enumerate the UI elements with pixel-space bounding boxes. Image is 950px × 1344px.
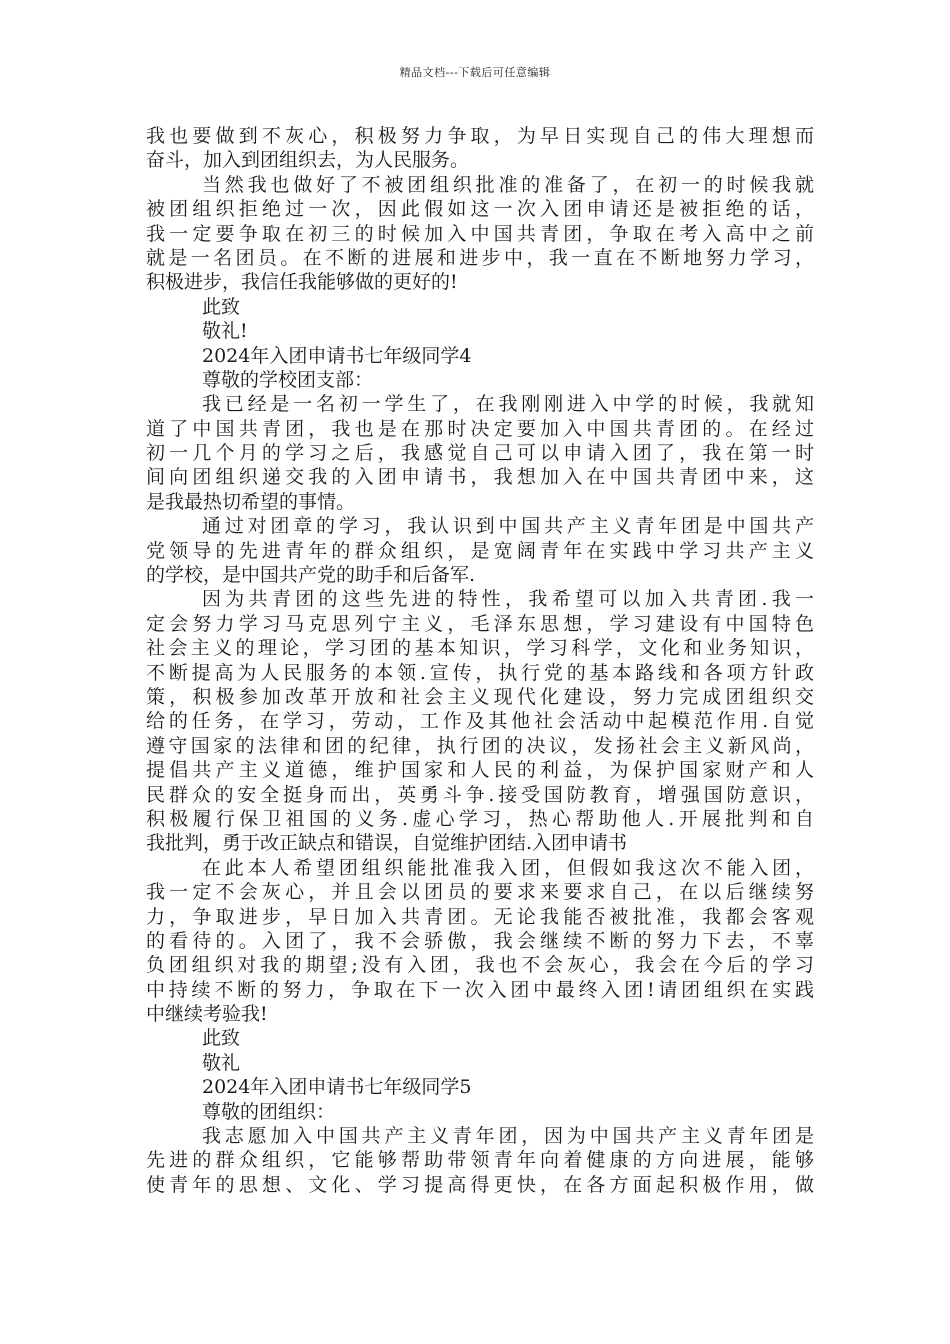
- text-line: 敬礼!: [202, 320, 248, 343]
- text-line: 此致: [202, 1027, 241, 1050]
- text-line: 民群众的安全挺身而出，英勇斗争.接受国防教育，增强国防意识，: [146, 783, 814, 806]
- text-line: 提倡共产主义道德，维护国家和人民的利益，为保护国家财产和人: [146, 759, 814, 782]
- text-line: 给的任务，在学习，劳动，工作及其他社会活动中起模范作用.自觉: [146, 710, 814, 733]
- text-line: 被团组织拒绝过一次，因此假如这一次入团申请还是被拒绝的话，: [146, 198, 814, 221]
- text-line: 尊敬的团组织：: [202, 1100, 336, 1123]
- text-line: 初一几个月的学习之后，我感觉自己可以申请入团了，我在第一时: [146, 442, 814, 465]
- text-line: 我也要做到不灰心，积极努力争取，为早日实现自己的伟大理想而: [146, 125, 814, 147]
- text-line: 的学校，是中国共产党的助手和后备军.: [146, 564, 476, 587]
- text-line: 不断提高为人民服务的本领.宣传，执行党的基本路线和各项方针政: [146, 661, 814, 684]
- text-line: 敬礼: [202, 1051, 241, 1074]
- text-line: 是我最热切希望的事情。: [146, 490, 356, 513]
- text-line: 我志愿加入中国共产主义青年团，因为中国共产主义青年团是: [202, 1125, 814, 1148]
- text-line: 道了中国共青团，我也是在那时决定要加入中国共青团的。在经过: [146, 417, 814, 440]
- text-line: 此致: [202, 295, 241, 318]
- text-line: 因为共青团的这些先进的特性，我希望可以加入共青团.我一: [202, 588, 814, 611]
- text-line: 2024年入团申请书七年级同学5: [202, 1076, 472, 1099]
- text-line: 的看待的。入团了，我不会骄傲，我会继续不断的努力下去，不辜: [146, 929, 814, 952]
- text-line: 2024年入团申请书七年级同学4: [202, 344, 472, 367]
- text-line: 积极履行保卫祖国的义务.虚心学习，热心帮助他人.开展批判和自: [146, 807, 814, 830]
- text-line: 我已经是一名初一学生了，在我刚刚进入中学的时候，我就知: [202, 393, 814, 416]
- text-line: 遵守国家的法律和团的纪律，执行团的决议，发扬社会主义新风尚，: [146, 734, 814, 757]
- page-header: 精品文档---下载后可任意编辑: [399, 66, 551, 79]
- text-line: 我批判，勇于改正缺点和错误，自觉维护团结.入团申请书: [146, 832, 628, 855]
- text-line: 在此本人希望团组织能批准我入团，但假如我这次不能入团，: [202, 856, 814, 879]
- text-line: 党领导的先进青年的群众组织，是宽阔青年在实践中学习共产主义: [146, 539, 814, 562]
- text-line: 当然我也做好了不被团组织批准的准备了，在初一的时候我就: [202, 173, 814, 196]
- text-line: 先进的群众组织，它能够帮助带领青年向着健康的方向进展，能够: [146, 1149, 814, 1172]
- text-line: 策，积极参加改革开放和社会主义现代化建设，努力完成团组织交: [146, 685, 814, 708]
- text-line: 社会主义的理论，学习团的基本知识，学习科学，文化和业务知识，: [146, 637, 814, 660]
- text-line: 就是一名团员。在不断的进展和进步中，我一直在不断地努力学习，: [146, 246, 814, 269]
- text-line: 力，争取进步，早日加入共青团。无论我能否被批准，我都会客观: [146, 905, 814, 928]
- text-line: 尊敬的学校团支部：: [202, 368, 374, 391]
- text-line: 通过对团章的学习，我认识到中国共产主义青年团是中国共产: [202, 515, 814, 538]
- text-line: 我一定不会灰心，并且会以团员的要求来要求自己，在以后继续努: [146, 881, 814, 904]
- document-body: [146, 124, 814, 1197]
- text-line: 奋斗，加入到团组织去，为人民服务。: [146, 149, 470, 172]
- text-line: 中继续考验我!: [146, 1003, 268, 1026]
- text-line: 间向团组织递交我的入团申请书，我想加入在中国共青团中来，这: [146, 466, 814, 489]
- text-line: 负团组织对我的期望;没有入团，我也不会灰心，我会在今后的学习: [146, 954, 814, 977]
- text-line: 我一定要争取在初三的时候加入中国共青团，争取在考入高中之前: [146, 222, 814, 245]
- text-line: 使青年的思想、文化、学习提高得更快，在各方面起积极作用，做: [146, 1173, 814, 1196]
- text-line: 中持续不断的努力，争取在下一次入团中最终入团!请团组织在实践: [146, 978, 814, 1001]
- text-line: 积极进步，我信任我能够做的更好的!: [146, 271, 458, 294]
- text-line: 定会努力学习马克思列宁主义，毛泽东思想，学习建设有中国特色: [146, 612, 814, 635]
